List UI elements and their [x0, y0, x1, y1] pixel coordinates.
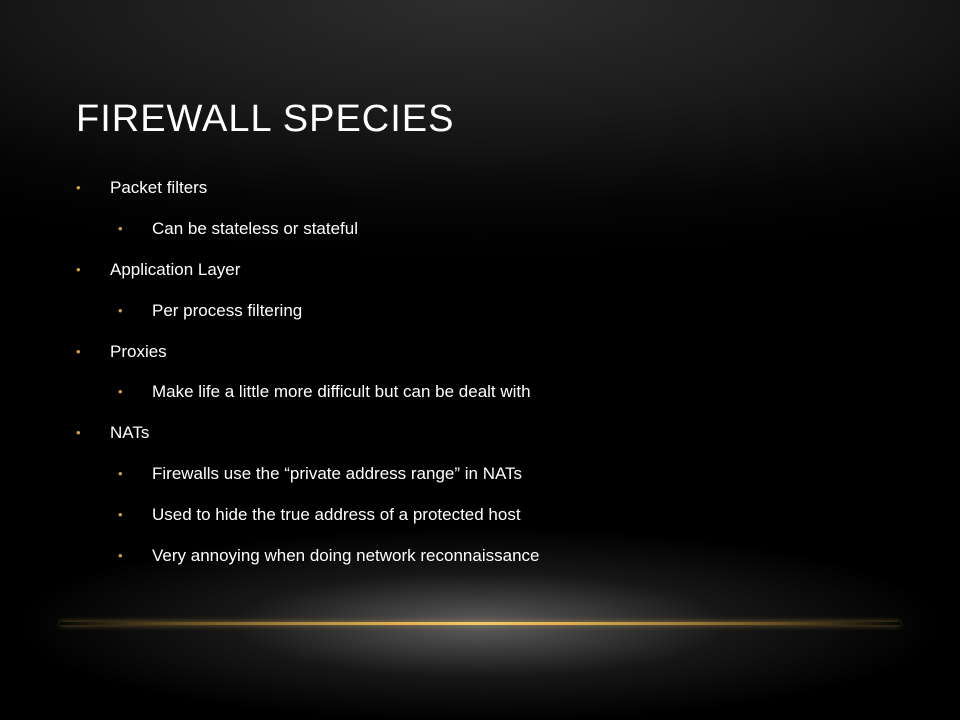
bullet-text: Can be stateless or stateful — [152, 218, 359, 238]
bullet-text: Firewalls use the “private address range” in NATs — [152, 464, 523, 484]
bullet-text: Application Layer — [110, 259, 241, 279]
bullet-text: Used to hide the true address of a protected host — [152, 505, 521, 525]
bullet-dot-icon: • — [76, 425, 81, 441]
sub-bullet-item — [76, 454, 916, 495]
sub-bullet-item — [76, 495, 916, 536]
bullet-item — [76, 413, 916, 454]
sub-bullet-item — [76, 372, 916, 413]
bullet-item — [76, 250, 916, 291]
bullet-text: NATs — [110, 423, 150, 443]
bullet-list — [76, 168, 916, 577]
sub-bullet-item — [76, 209, 916, 250]
accent-glow-line — [60, 622, 900, 625]
bullet-dot-icon: • — [76, 261, 81, 277]
bullet-text: Make life a little more difficult but can be dealt with — [152, 382, 531, 402]
bullet-text: Proxies — [110, 341, 167, 361]
bullet-text: Packet filters — [110, 178, 208, 197]
sub-bullet-item — [76, 291, 916, 332]
bullet-dot-icon: • — [76, 343, 81, 359]
bullet-text: Per process filtering — [152, 300, 303, 320]
sub-bullet-item — [76, 536, 916, 577]
bullet-item — [76, 168, 916, 209]
bullet-dot-icon: • — [118, 548, 123, 564]
slide-title: FIREWALL SPECIES — [76, 98, 455, 140]
bullet-dot-icon: • — [118, 507, 123, 523]
bullet-item — [76, 332, 916, 373]
bullet-dot-icon: • — [76, 180, 81, 195]
bullet-text: Very annoying when doing network reconnaissance — [152, 546, 540, 566]
bullet-dot-icon: • — [118, 220, 123, 236]
bullet-dot-icon: • — [118, 384, 123, 400]
bullet-dot-icon: • — [118, 302, 123, 318]
bullet-dot-icon: • — [118, 466, 123, 482]
